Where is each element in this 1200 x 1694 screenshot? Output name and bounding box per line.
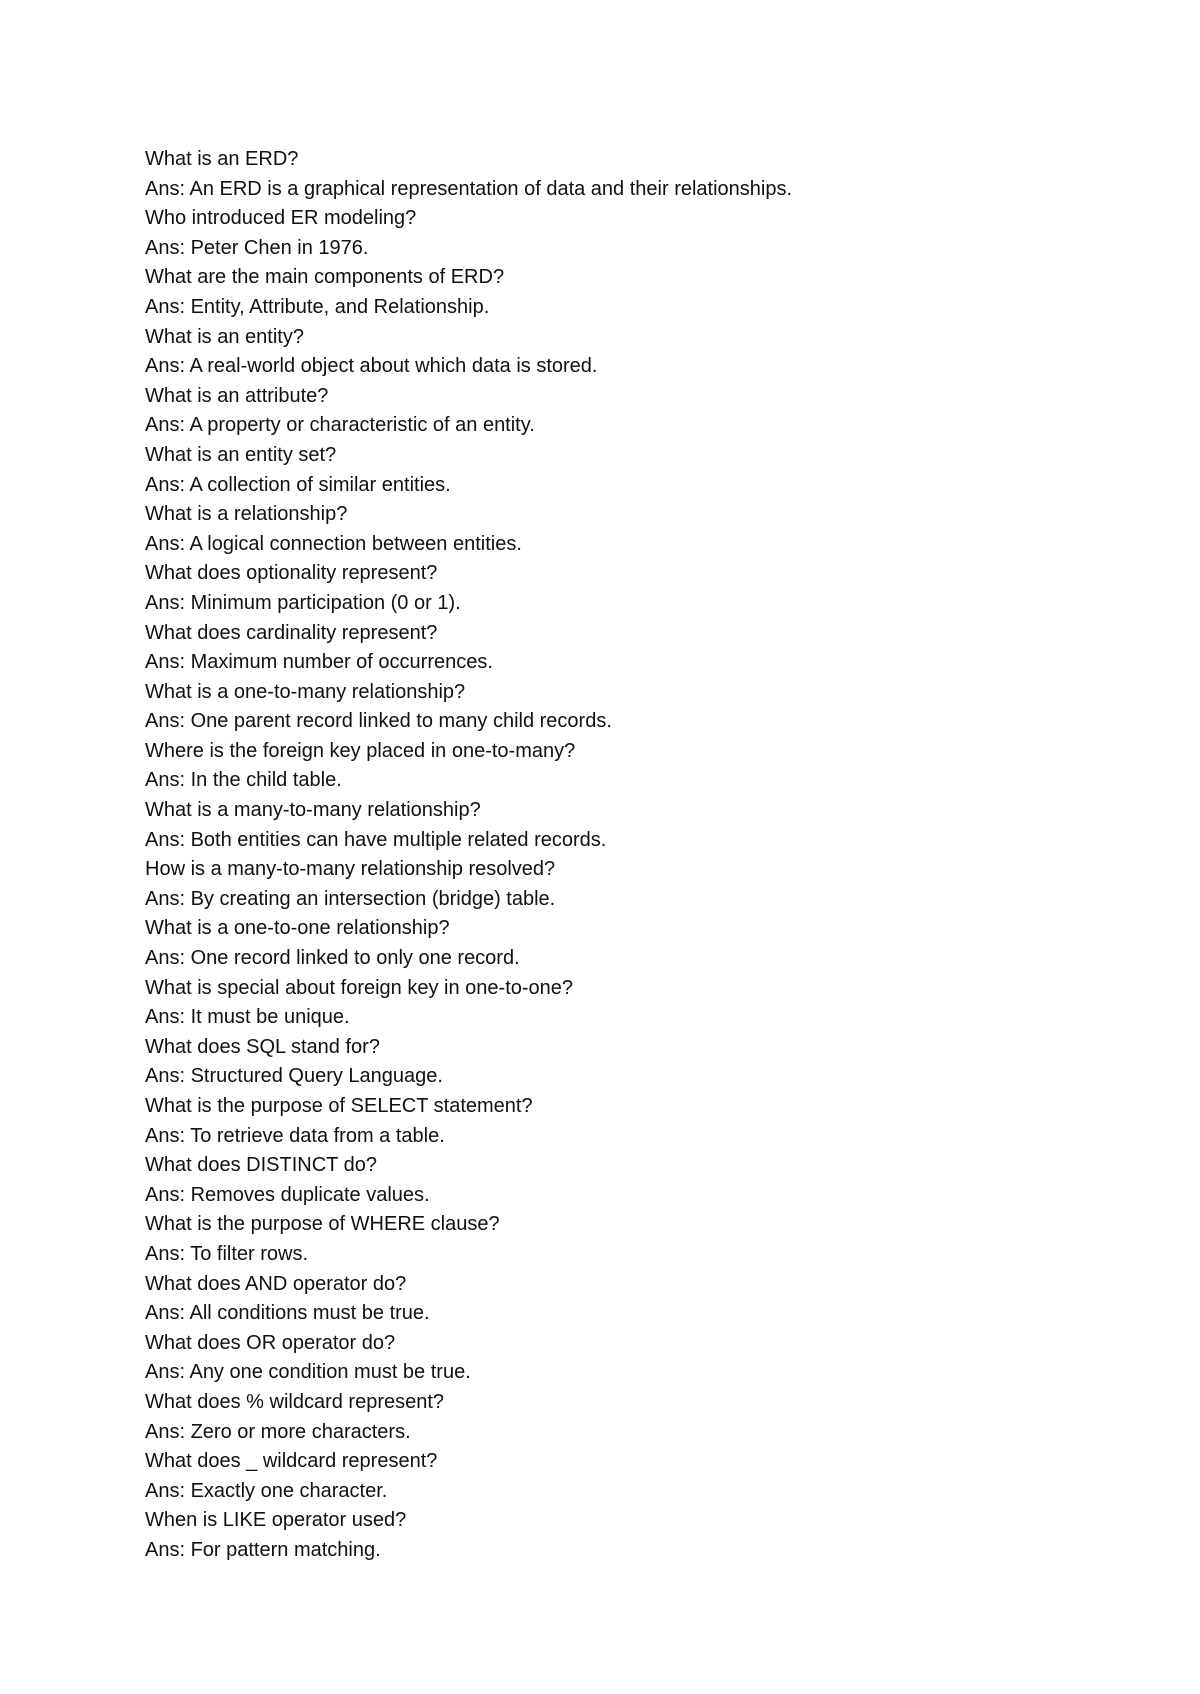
answer-3: Ans: Entity, Attribute, and Relationship. xyxy=(145,295,490,318)
question-11: Where is the foreign key placed in one-to-many? xyxy=(145,739,576,762)
question-24: When is LIKE operator used? xyxy=(145,1509,407,1532)
answer-8: Ans: Minimum participation (0 or 1). xyxy=(145,591,461,614)
question-6: What is an entity set? xyxy=(145,443,337,466)
answer-17: Ans: To retrieve data from a table. xyxy=(145,1124,445,1147)
question-20: What does AND operator do? xyxy=(145,1272,407,1295)
answer-2: Ans: Peter Chen in 1976. xyxy=(145,236,369,259)
question-2: Who introduced ER modeling? xyxy=(145,207,417,230)
question-19: What is the purpose of WHERE clause? xyxy=(145,1213,500,1236)
answer-14: Ans: One record linked to only one record. xyxy=(145,947,520,970)
answer-7: Ans: A logical connection between entities. xyxy=(145,532,522,555)
question-23: What does _ wildcard represent? xyxy=(145,1450,438,1473)
question-18: What does DISTINCT do? xyxy=(145,1154,377,1177)
answer-13: Ans: By creating an intersection (bridge) table. xyxy=(145,887,556,910)
question-8: What does optionality represent? xyxy=(145,562,438,585)
question-4: What is an entity? xyxy=(145,325,304,348)
answer-9: Ans: Maximum number of occurrences. xyxy=(145,651,493,674)
question-5: What is an attribute? xyxy=(145,384,329,407)
answer-15: Ans: It must be unique. xyxy=(145,1006,350,1029)
question-21: What does OR operator do? xyxy=(145,1331,396,1354)
answer-4: Ans: A real-world object about which data is stored. xyxy=(145,355,598,378)
answer-24: Ans: For pattern matching. xyxy=(145,1538,381,1561)
answer-20: Ans: All conditions must be true. xyxy=(145,1302,430,1325)
answer-23: Ans: Exactly one character. xyxy=(145,1479,388,1502)
question-12: What is a many-to-many relationship? xyxy=(145,799,481,822)
question-15: What is special about foreign key in one-to-one? xyxy=(145,976,574,999)
answer-19: Ans: To filter rows. xyxy=(145,1242,309,1265)
answer-16: Ans: Structured Query Language. xyxy=(145,1065,443,1088)
answer-1: Ans: An ERD is a graphical representation of data and their relationships. xyxy=(145,177,793,200)
answer-21: Ans: Any one condition must be true. xyxy=(145,1361,471,1384)
answer-11: Ans: In the child table. xyxy=(145,769,342,792)
answer-22: Ans: Zero or more characters. xyxy=(145,1420,411,1443)
answer-6: Ans: A collection of similar entities. xyxy=(145,473,451,496)
question-7: What is a relationship? xyxy=(145,503,348,526)
qa-list xyxy=(145,145,1125,1566)
answer-10: Ans: One parent record linked to many child records. xyxy=(145,710,612,733)
answer-5: Ans: A property or characteristic of an entity. xyxy=(145,414,535,437)
question-9: What does cardinality represent? xyxy=(145,621,438,644)
question-16: What does SQL stand for? xyxy=(145,1035,380,1058)
question-10: What is a one-to-many relationship? xyxy=(145,680,466,703)
answer-12: Ans: Both entities can have multiple related records. xyxy=(145,828,607,851)
answer-18: Ans: Removes duplicate values. xyxy=(145,1183,430,1206)
question-1: What is an ERD? xyxy=(145,148,299,170)
question-14: What is a one-to-one relationship? xyxy=(145,917,450,940)
question-22: What does % wildcard represent? xyxy=(145,1390,445,1413)
question-13: How is a many-to-many relationship resolved? xyxy=(145,858,556,881)
question-17: What is the purpose of SELECT statement? xyxy=(145,1095,533,1117)
question-3: What are the main components of ERD? xyxy=(145,266,505,289)
